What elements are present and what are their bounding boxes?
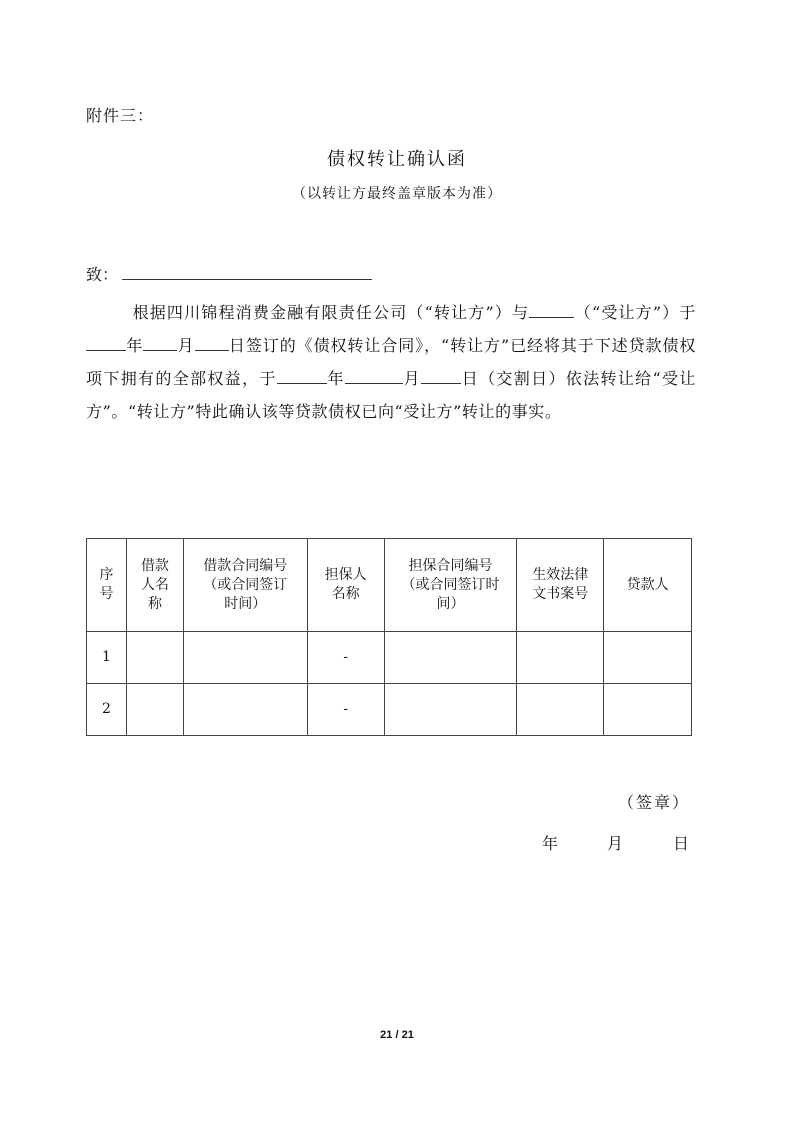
month-label-1: 月	[177, 336, 195, 355]
attachment-label: 附件三：	[86, 106, 155, 125]
sign-year-blank	[86, 336, 126, 351]
sign-day-blank	[195, 336, 229, 351]
document-subtitle: （以转让方最终盖章版本为准）	[292, 186, 502, 202]
date-month-label: 月	[607, 834, 624, 853]
cell-seq: 2	[87, 684, 127, 736]
body-paragraph	[86, 296, 696, 428]
cell-guarantor-name: -	[307, 632, 384, 684]
body-text-1: 根据四川锦程消费金融有限责任公司（“转让方”）与	[132, 303, 530, 322]
cell-lender	[604, 632, 692, 684]
addressee-row	[86, 262, 372, 285]
date-year-label: 年	[542, 834, 559, 853]
document-title: 债权转让确认函	[327, 149, 467, 170]
addressee-label: 致：	[86, 265, 119, 284]
cell-lender	[604, 684, 692, 736]
body-text-2: （“受让方”）于	[574, 303, 696, 322]
loan-claims-table	[86, 538, 692, 736]
cell-borrower-name	[126, 684, 183, 736]
cell-loan-contract-no	[183, 684, 307, 736]
cell-case-no	[517, 684, 604, 736]
body-text-3: 日签订的《债权转让合同》，“转让方”已经将其于下述贷款债权项下拥有的全部权益，于	[86, 336, 697, 388]
transfer-day-blank	[421, 369, 461, 384]
month-label-2: 月	[402, 369, 421, 388]
transfer-month-blank	[345, 369, 403, 384]
body-text-4: 日（交割日）依法转让给“受让方”。“转让方”特此确认该等贷款债权已向“受让方”转让的事实。	[86, 369, 696, 421]
page-number: 21 / 21	[380, 1029, 414, 1041]
table-row	[87, 632, 692, 684]
header-loan-contract-no: 借款合同编号（或合同签订时间）	[183, 539, 307, 632]
header-seq: 序号	[87, 539, 127, 632]
cell-guarantee-contract-no	[384, 632, 517, 684]
date-day-label: 日	[673, 834, 690, 853]
header-guarantee-contract-no: 担保合同编号（或合同签订时间）	[384, 539, 517, 632]
cell-case-no	[517, 632, 604, 684]
table-row	[87, 684, 692, 736]
sign-month-blank	[143, 336, 177, 351]
header-lender: 贷款人	[604, 539, 692, 632]
cell-loan-contract-no	[183, 632, 307, 684]
signature-date	[540, 831, 690, 851]
header-borrower-name: 借款人名称	[126, 539, 183, 632]
cell-guarantee-contract-no	[384, 684, 517, 736]
header-legal-document-case-no: 生效法律文书案号	[517, 539, 604, 632]
year-label-2: 年	[326, 369, 345, 388]
year-label-1: 年	[126, 336, 144, 355]
header-guarantor-name: 担保人名称	[307, 539, 384, 632]
assignee-blank	[529, 303, 574, 318]
addressee-blank	[122, 265, 372, 280]
cell-seq: 1	[87, 632, 127, 684]
signature-label: （签章）	[617, 793, 690, 812]
table-header-row	[87, 539, 692, 632]
cell-borrower-name	[126, 632, 183, 684]
cell-guarantor-name: -	[307, 684, 384, 736]
transfer-year-blank	[277, 369, 327, 384]
